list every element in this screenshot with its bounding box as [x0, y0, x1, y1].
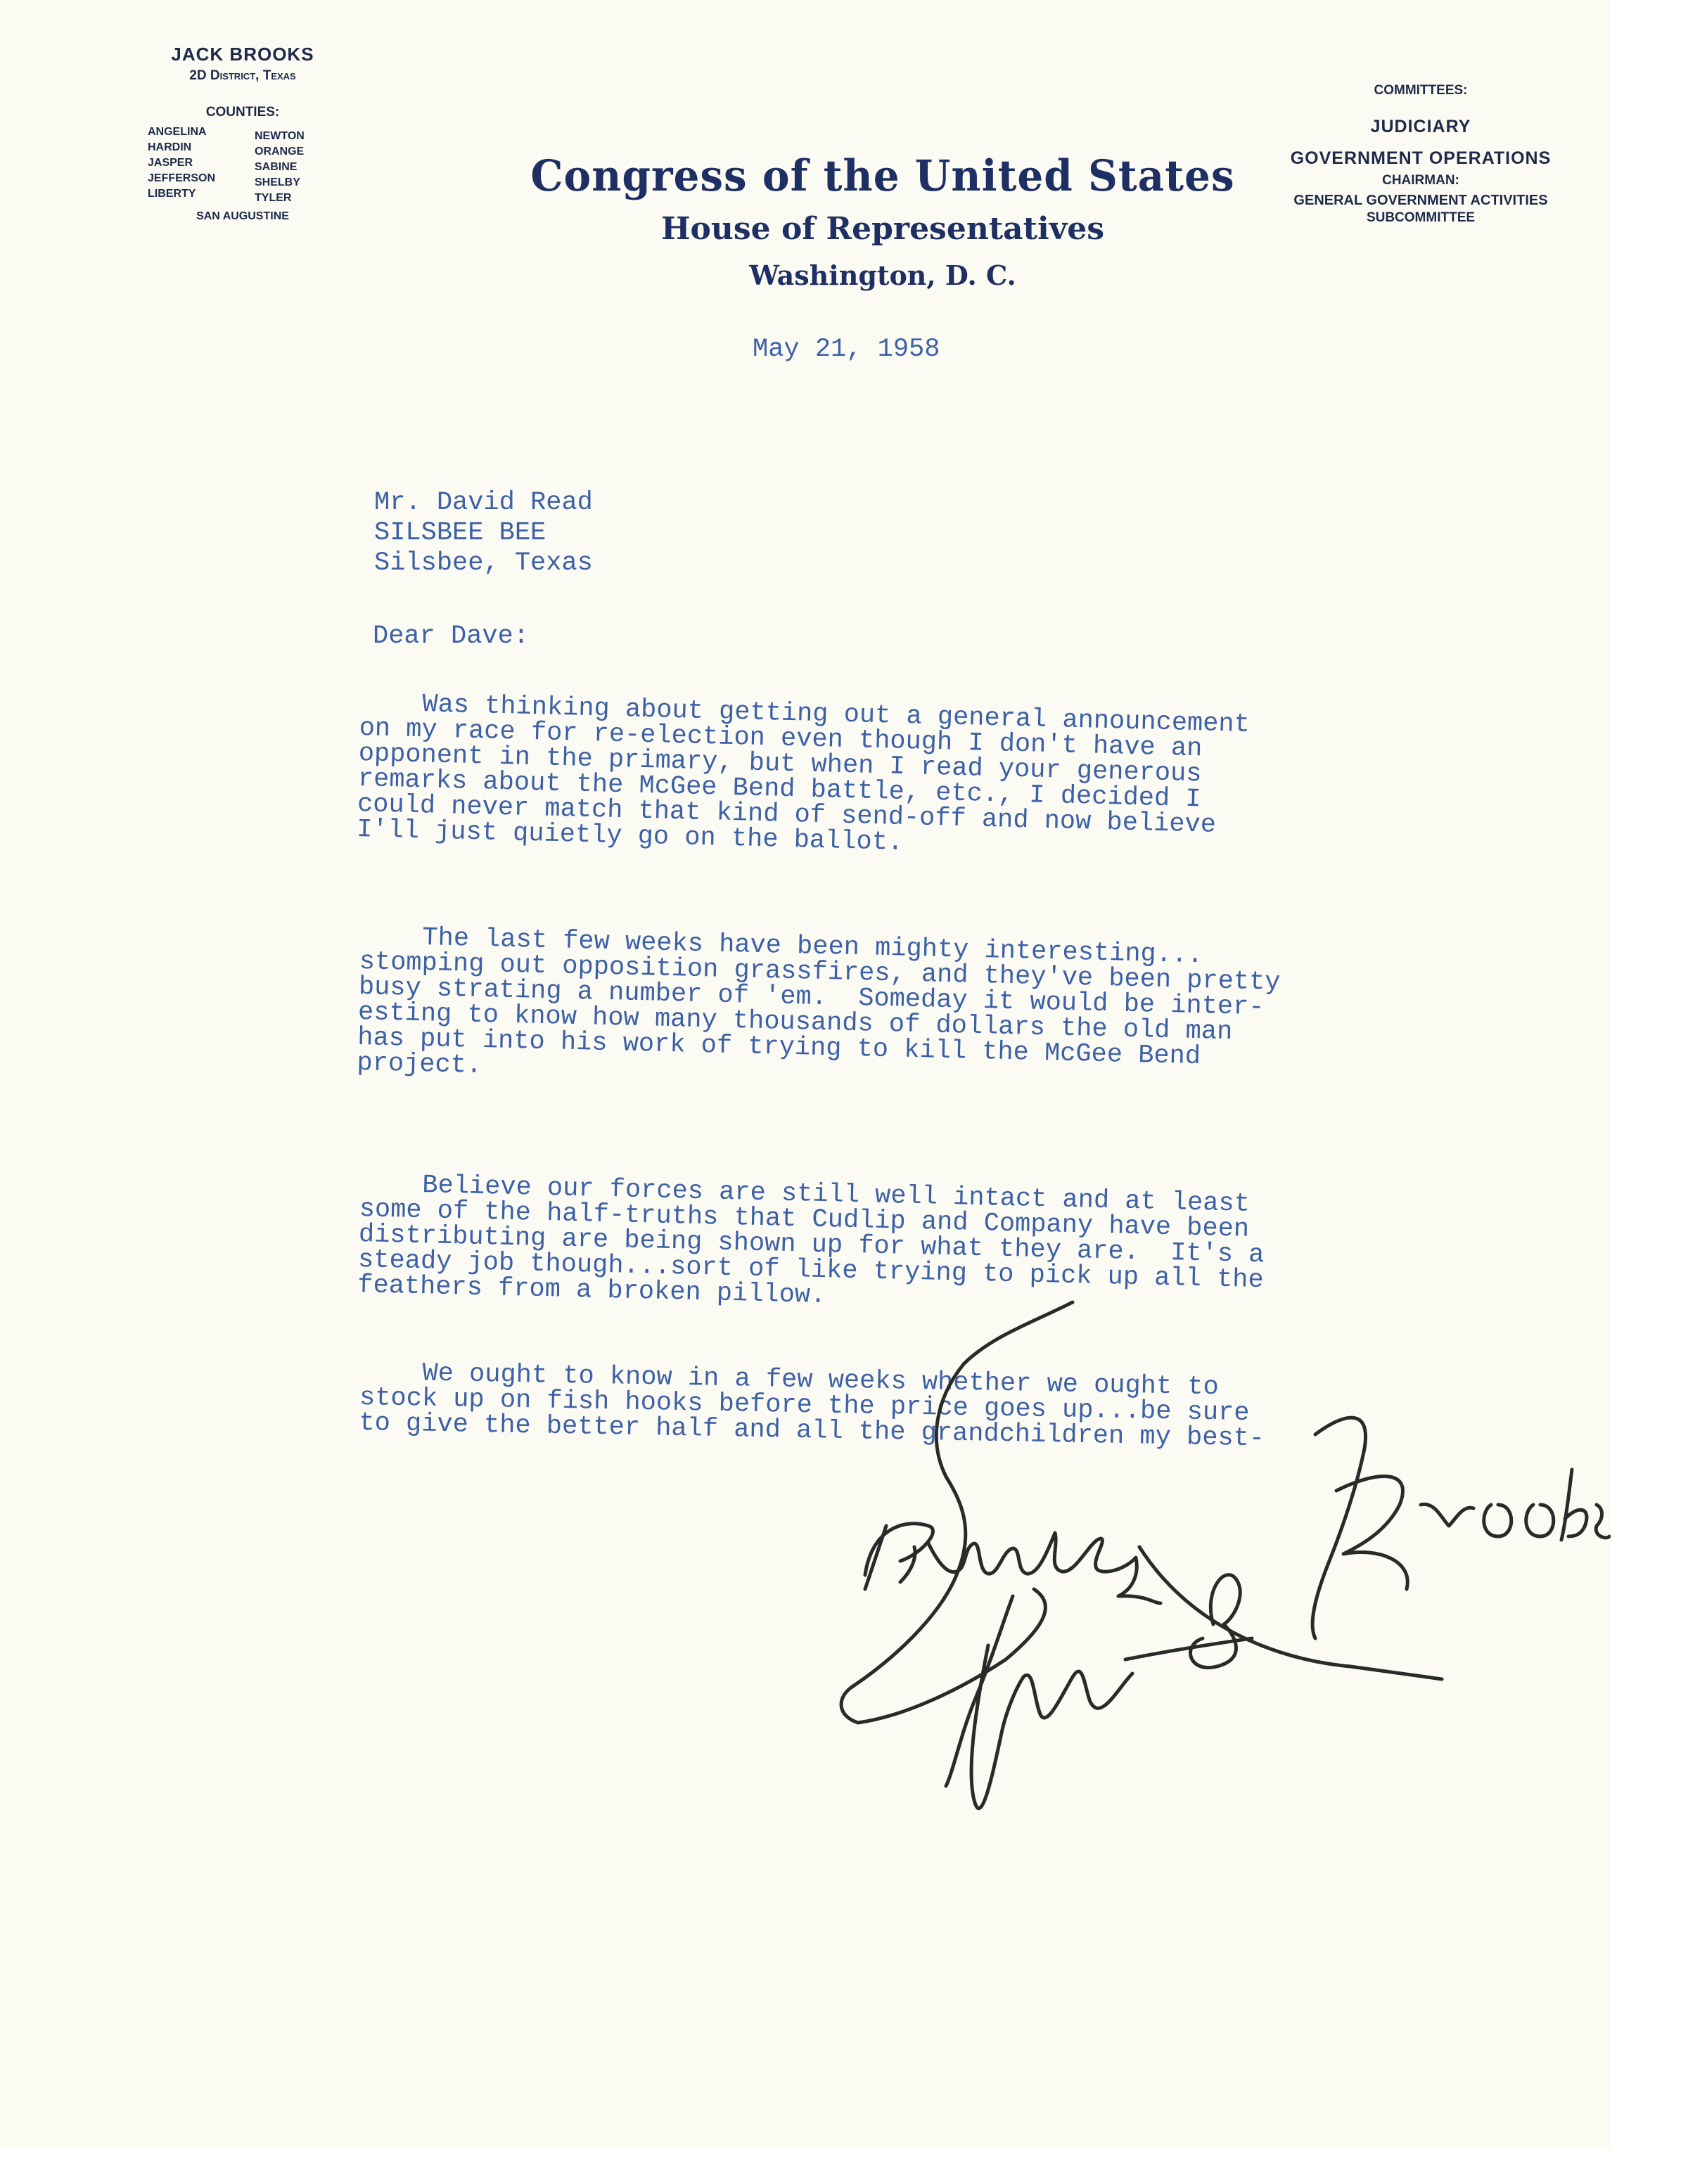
county-item: SHELBY: [255, 176, 300, 188]
signature-closing-stroke: [865, 1524, 1160, 1603]
congressman-name: JACK BROOKS: [171, 44, 314, 65]
county-item-last: SAN AUGUSTINE: [196, 210, 289, 222]
county-item: JEFFERSON: [148, 172, 216, 184]
signature-loop-stroke: [841, 1302, 1073, 1723]
letterhead-right: [1224, 83, 1618, 226]
city-title: Washington, D. C.: [749, 259, 1016, 291]
counties-column-1: [148, 124, 215, 202]
counties-title: COUNTIES:: [205, 105, 280, 120]
county-item: SABINE: [255, 161, 298, 173]
congress-title: Congress of the United States: [530, 150, 1235, 201]
signature-tail-stroke: [1139, 1547, 1442, 1679]
address-line: Mr. David Read: [374, 488, 593, 518]
county-item: NEWTON: [255, 130, 305, 142]
county-item: LIBERTY: [148, 188, 196, 200]
counties-column-2: [255, 129, 305, 206]
committee-judiciary: JUDICIARY: [1370, 117, 1471, 136]
handwritten-signature: [823, 1294, 1611, 1997]
committee-government-operations: GOVERNMENT OPERATIONS: [1290, 148, 1552, 168]
counties-list: [134, 124, 352, 230]
county-item: HARDIN: [148, 141, 192, 153]
letterhead-center: [492, 152, 1273, 291]
paragraph-3: Believe our forces are still well intact and at least some of the half-truths that Cudlip and Company have been distributing are being shown up for what they are. It's a steady job though...sort of like trying to pick up all the feathers from a broken pillow.: [357, 1169, 1265, 1311]
committees-title: COMMITTEES:: [1374, 83, 1468, 98]
letter-date: May 21, 1958: [753, 335, 940, 364]
letterhead-left: [134, 44, 352, 230]
subcommittee-label: SUBCOMMITTEE: [1366, 210, 1476, 225]
paragraph-1: Was thinking about getting out a general announcement on my race for re-election even though I don't have an opponent in the primary, but when I read your generous remarks about the McGee Bend battle, etc., I decided I could never match that kind of send-off and now believe I'll just quietly go on the ballot.: [356, 688, 1251, 858]
signature-first-name-stroke: [946, 1575, 1252, 1809]
county-item: JASPER: [148, 157, 193, 169]
signature-last-name-stroke: [1312, 1418, 1609, 1638]
county-item: TYLER: [255, 192, 292, 204]
address-line: Silsbee, Texas: [374, 548, 593, 578]
chairman-label: CHAIRMAN:: [1382, 173, 1459, 188]
paragraph-2: The last few weeks have been mighty interesting... stomping out opposition grassfires, and they've been pretty busy strating a number of 'em. Someday it would be inter- esting to know how many thousands of dollars the old man has put into his work of trying to kill the McGee Bend project.: [357, 922, 1281, 1081]
district-label: 2D District, Texas: [189, 68, 296, 83]
paragraph-4: We ought to know in a few weeks whether we ought to stock up on fish hooks before the price goes up...be sure to give the better half and all the grandchildren my best-: [359, 1358, 1265, 1454]
house-title: House of Representatives: [660, 211, 1105, 247]
salutation: Dear Dave:: [373, 622, 530, 651]
subcommittee-name: GENERAL GOVERNMENT ACTIVITIES: [1293, 193, 1548, 208]
address-line: SILSBEE BEE: [374, 518, 546, 548]
recipient-address: [374, 488, 593, 579]
county-item: ORANGE: [255, 146, 305, 158]
county-item: ANGELINA: [148, 126, 207, 138]
